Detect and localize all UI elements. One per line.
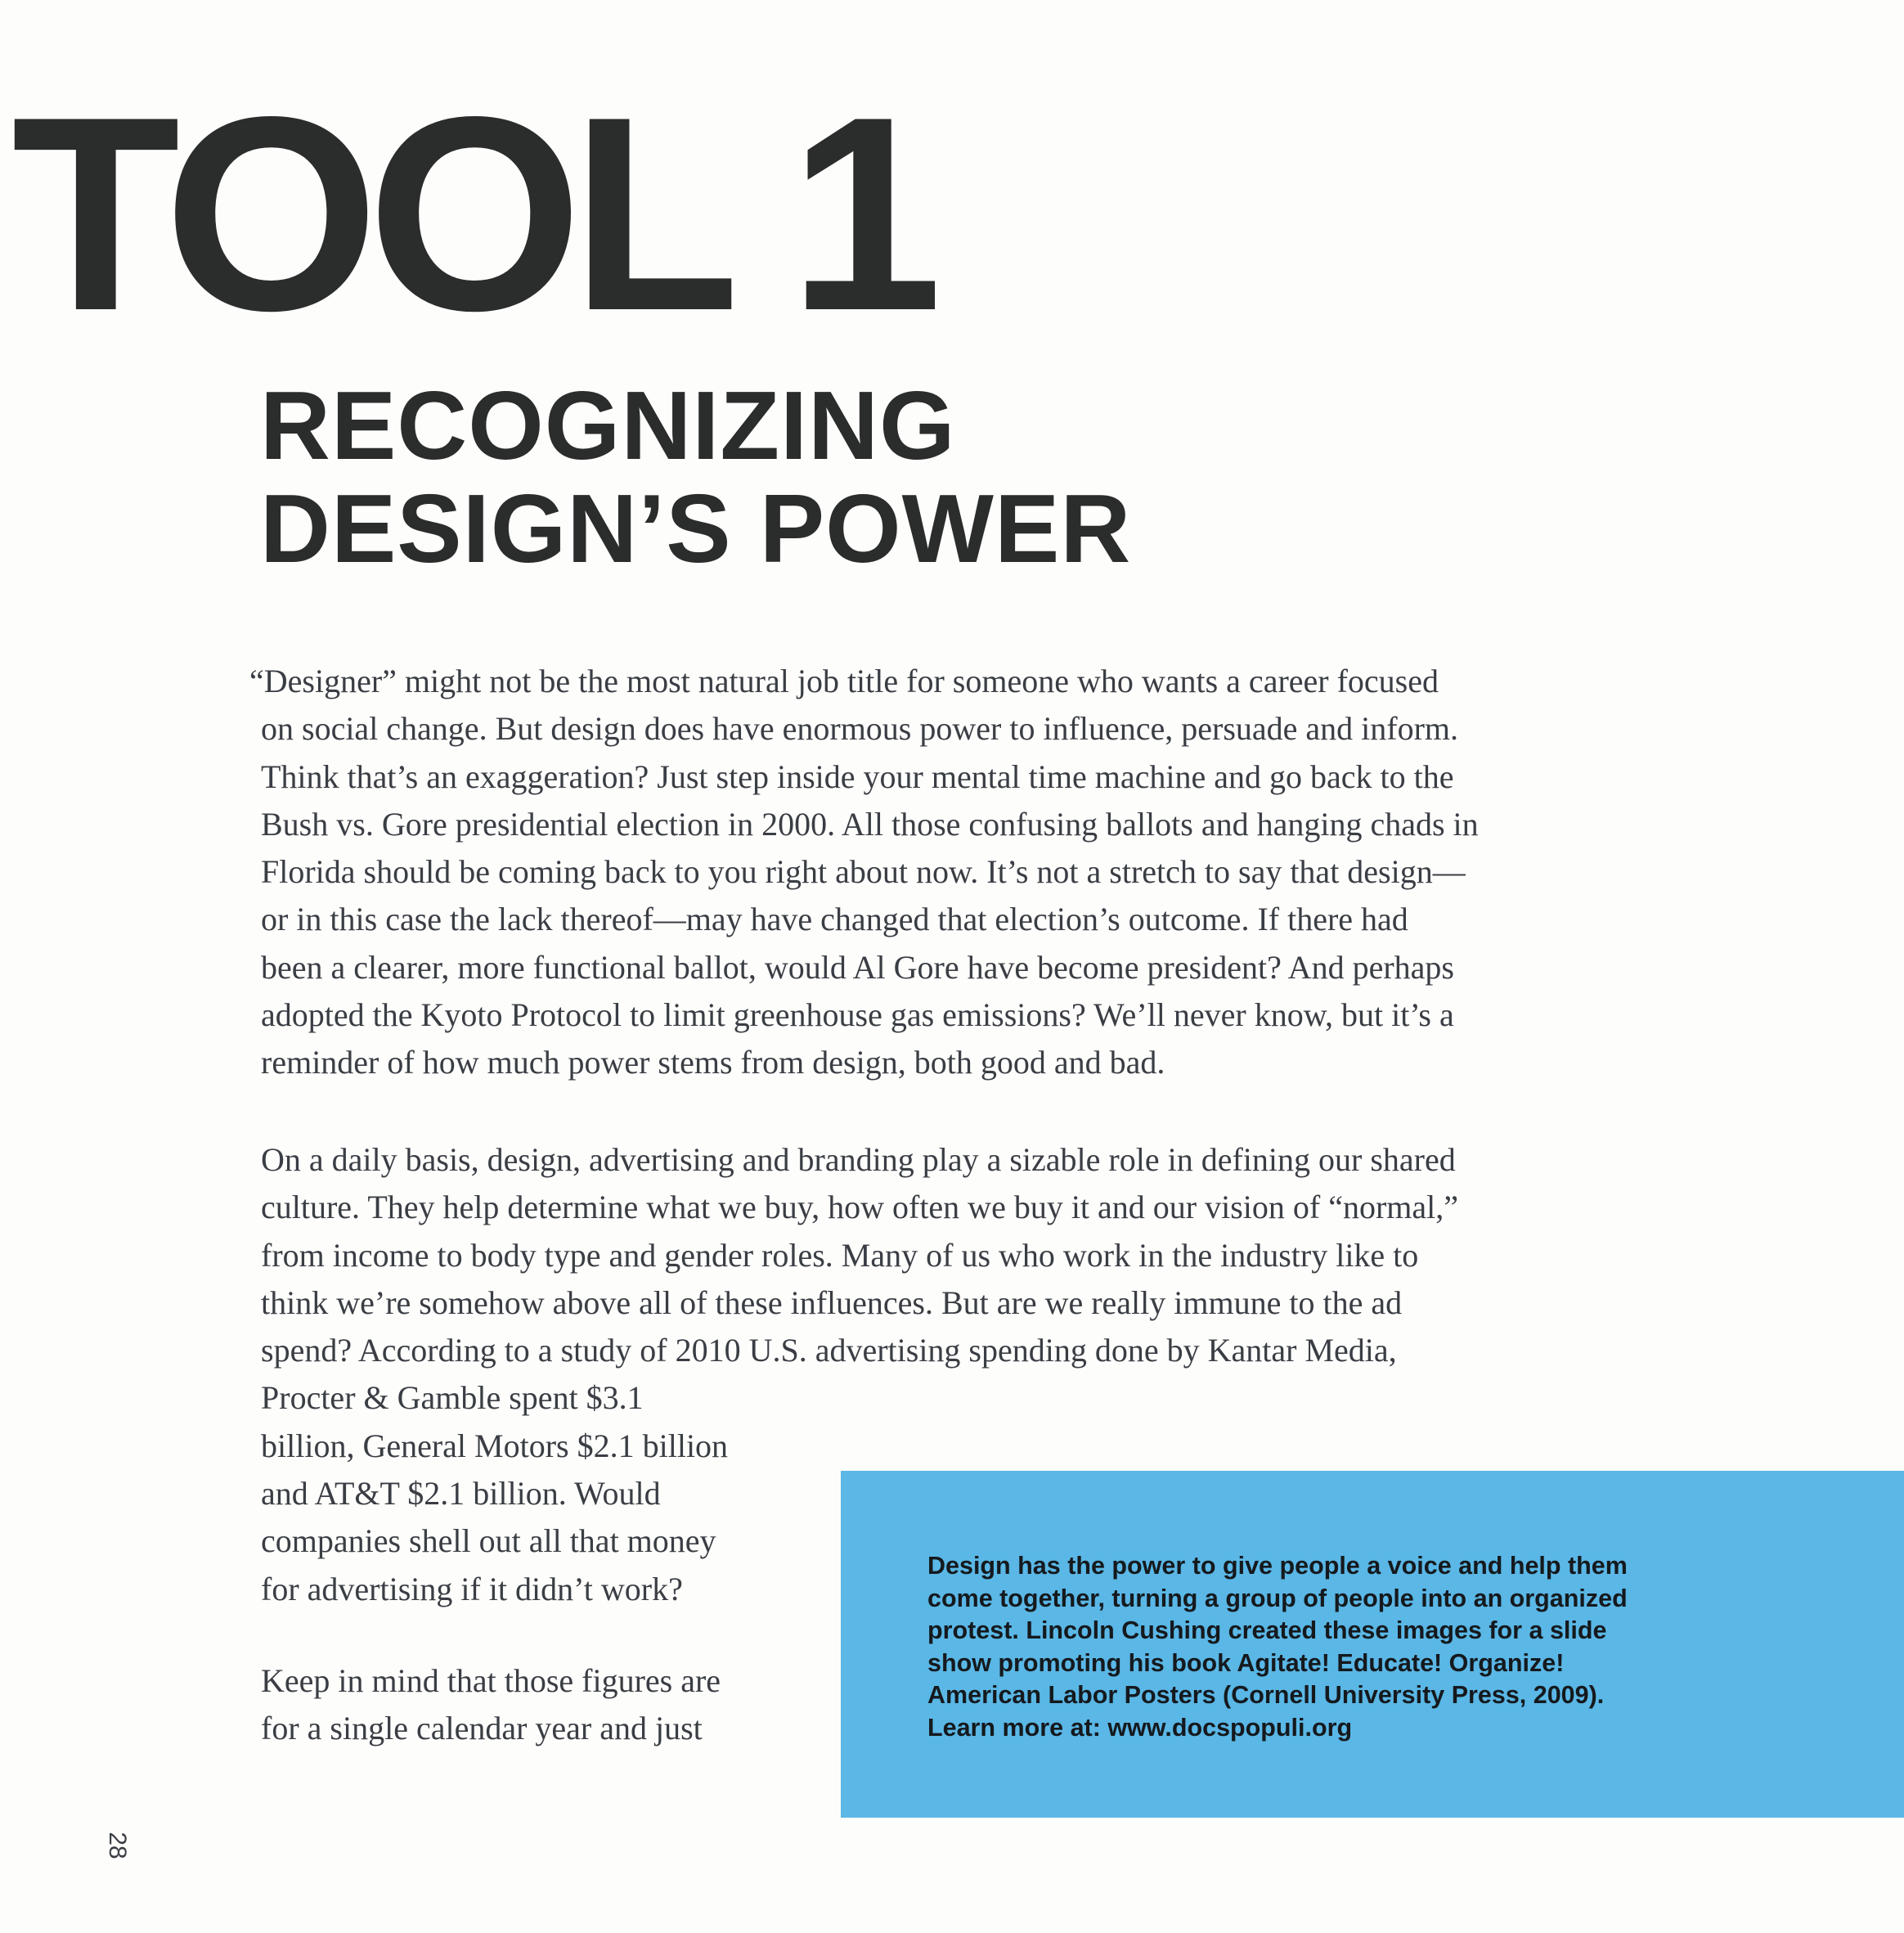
paragraph-line: for advertising if it didn’t work?	[261, 1570, 683, 1607]
paragraph-line: companies shell out all that money	[261, 1522, 716, 1560]
paragraph-line: been a clearer, more functional ballot, would Al Gore have become president? And perhaps	[261, 948, 1454, 986]
paragraph-line: adopted the Kyoto Protocol to limit greenhouse gas emissions? We’ll never know, but it’s a	[261, 996, 1454, 1034]
chapter-subtitle	[260, 371, 1132, 583]
paragraph-line: spend? According to a study of 2010 U.S. advertising spending done by Kantar Media,	[261, 1332, 1397, 1369]
caption-line: protest. Lincoln Cushing created these images for a slide	[927, 1616, 1607, 1644]
caption-text	[927, 1550, 1628, 1744]
paragraph-line: for a single calendar year and just	[261, 1710, 703, 1747]
paragraph-line: reminder of how much power stems from design, both good and bad.	[261, 1044, 1165, 1081]
paragraph-line: billion, General Motors $2.1 billion	[261, 1427, 729, 1464]
caption-line: come together, turning a group of people into an organized	[927, 1584, 1628, 1612]
page-number: 28	[104, 1832, 131, 1859]
tool-heading: TOOL 1	[11, 59, 932, 368]
paragraph-line: and AT&T $2.1 billion. Would	[261, 1475, 661, 1513]
paragraph-line: on social change. But design does have enormous power to influence, persuade and inform.	[261, 710, 1459, 748]
body-paragraph-3	[261, 1657, 721, 1753]
paragraph-line: On a daily basis, design, advertising and branding play a sizable role in defining our shared	[261, 1141, 1456, 1178]
paragraph-line: Keep in mind that those figures are	[261, 1662, 721, 1699]
subtitle-line: DESIGN’S POWER	[260, 474, 1132, 583]
caption-line: Design has the power to give people a voice and help them	[927, 1552, 1628, 1580]
paragraph-line: Procter & Gamble spent $3.1	[261, 1379, 644, 1417]
caption-line: American Labor Posters (Cornell University Press, 2009).	[927, 1681, 1605, 1709]
paragraph-line: or in this case the lack thereof—may have changed that election’s outcome. If there had	[261, 901, 1408, 938]
caption-line: Learn more at: www.docspopuli.org	[927, 1713, 1353, 1742]
paragraph-line: “Designer” might not be the most natural job title for someone who wants a career focused	[249, 663, 1439, 699]
body-paragraph-1	[249, 658, 1479, 1087]
subtitle-line: RECOGNIZING	[260, 371, 956, 480]
caption-line: show promoting his book Agitate! Educate! Organize!	[927, 1648, 1565, 1677]
paragraph-line: Florida should be coming back to you right about now. It’s not a stretch to say that design—	[261, 853, 1466, 891]
paragraph-line: culture. They help determine what we buy, how often we buy it and our vision of “normal,”	[261, 1189, 1459, 1226]
paragraph-line: Bush vs. Gore presidential election in 2000. All those confusing ballots and hanging chads in	[261, 805, 1479, 843]
paragraph-line: from income to body type and gender roles. Many of us who work in the industry like to	[261, 1236, 1419, 1274]
paragraph-line: Think that’s an exaggeration? Just step inside your mental time machine and go back to the	[261, 757, 1454, 795]
paragraph-line: think we’re somehow above all of these influences. But are we really immune to the ad	[261, 1283, 1403, 1321]
image-caption-box	[841, 1471, 1904, 1818]
